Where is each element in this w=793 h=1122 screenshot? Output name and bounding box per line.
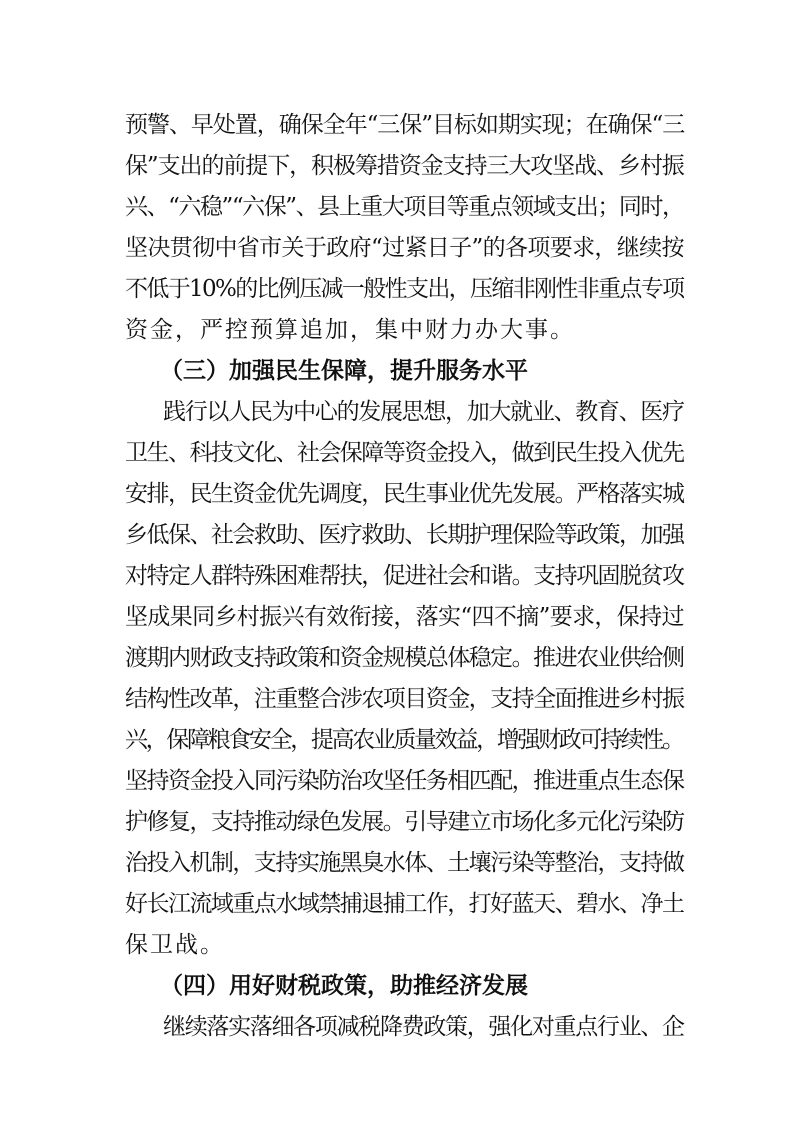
paragraph-line: 不低于10%的比例压减一般性支出，压缩非刚性非重点专项 [125, 276, 684, 302]
paragraph-line: 践行以人民为中心的发展思想，加大就业、教育、医疗 [163, 399, 684, 425]
paragraph-line: 保卫战。 [125, 932, 225, 958]
section-heading-4: （四）用好财税政策，助推经济发展 [160, 973, 528, 999]
paragraph-line: 对特定人群特殊困难帮扶，促进社会和谐。支持巩固脱贫攻 [125, 563, 684, 589]
paragraph-line: 结构性改革，注重整合涉农项目资金，支持全面推进乡村振 [125, 686, 684, 712]
paragraph-line: 继续落实落细各项减税降费政策，强化对重点行业、企 [163, 1014, 684, 1040]
paragraph-line: 坚持资金投入同污染防治攻坚任务相匹配，推进重点生态保 [125, 768, 684, 794]
paragraph-line: 保”支出的前提下，积极筹措资金支持三大攻坚战、乡村振 [125, 153, 684, 179]
paragraph-line: 兴，保障粮食安全，提高农业质量效益，增强财政可持续性。 [125, 727, 683, 753]
paragraph-line: 好长江流域重点水域禁捕退捕工作，打好蓝天、碧水、净土 [125, 891, 684, 917]
paragraph-line: 护修复，支持推动绿色发展。引导建立市场化多元化污染防 [125, 809, 684, 835]
paragraph-line: 坚成果同乡村振兴有效衔接，落实“四不摘”要求，保持过 [125, 604, 684, 630]
paragraph-line: 兴、“六稳”“六保”、县上重大项目等重点领域支出；同时， [125, 194, 684, 220]
section-heading-3: （三）加强民生保障，提升服务水平 [160, 358, 528, 384]
paragraph-line: 渡期内财政支持政策和资金规模总体稳定。推进农业供给侧 [125, 645, 684, 671]
paragraph-line: 安排，民生资金优先调度，民生事业优先发展。严格落实城 [125, 481, 684, 507]
paragraph-line: 乡低保、社会救助、医疗救助、长期护理保险等政策，加强 [125, 522, 684, 548]
paragraph-line: 治投入机制，支持实施黑臭水体、土壤污染等整治，支持做 [125, 850, 684, 876]
paragraph-line: 卫生、科技文化、社会保障等资金投入，做到民生投入优先 [125, 440, 684, 466]
paragraph-line: 坚决贯彻中省市关于政府“过紧日子”的各项要求，继续按 [125, 235, 684, 261]
paragraph-line: 预警、早处置，确保全年“三保”目标如期实现；在确保“三 [125, 112, 685, 138]
paragraph-line: 资金，严控预算追加，集中财力办大事。 [125, 317, 575, 343]
